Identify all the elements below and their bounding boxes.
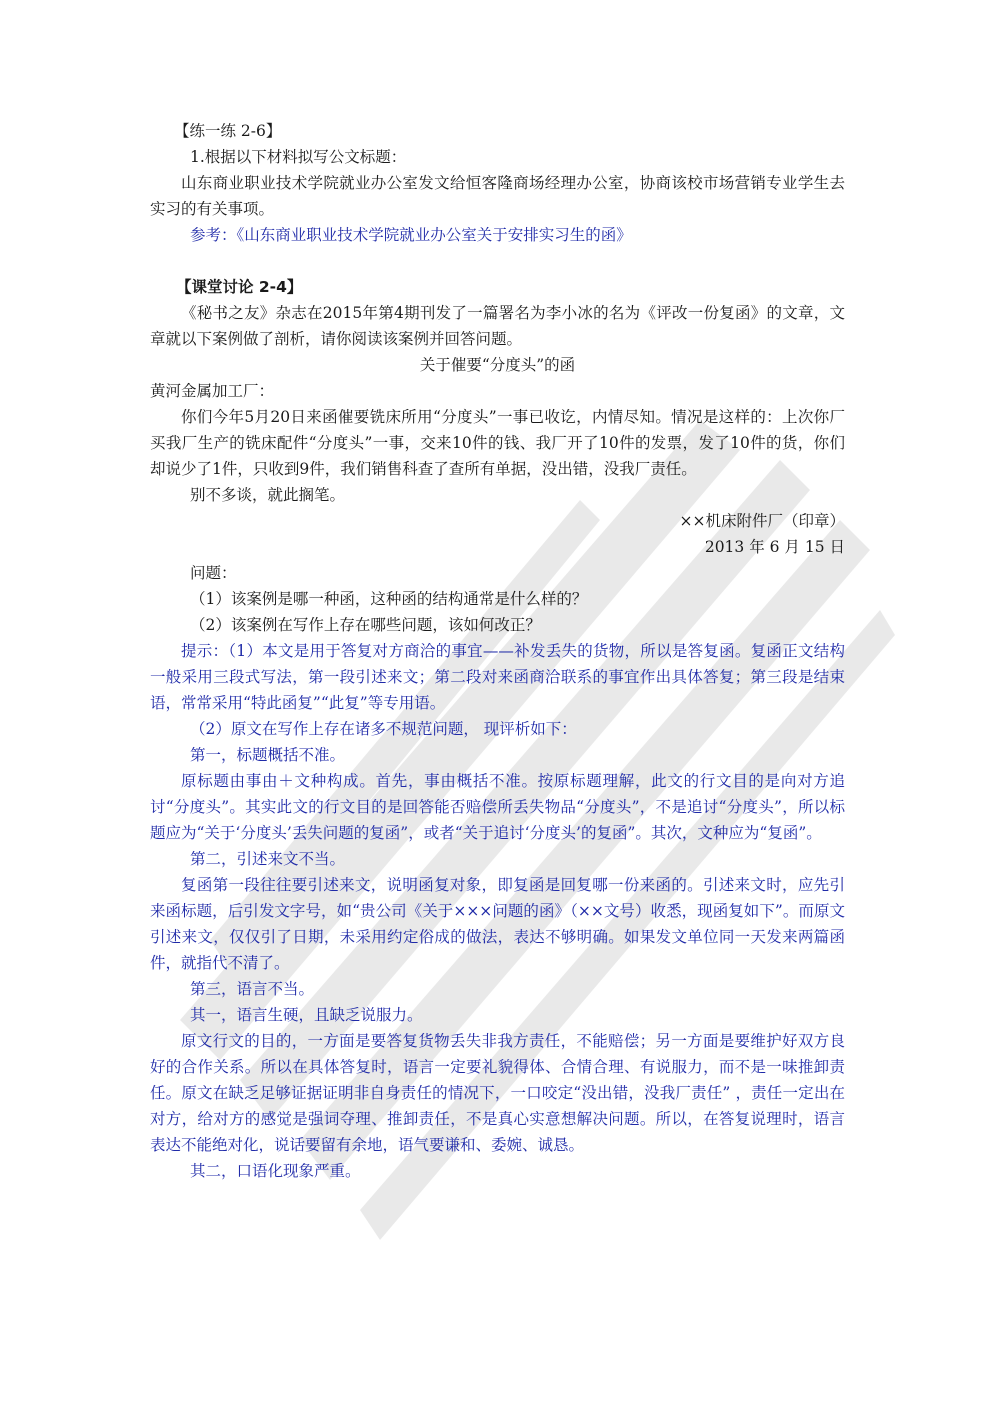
letter-recipient: 黄河金属加工厂：: [150, 382, 275, 400]
exercise-question: 1.根据以下材料拟写公文标题：: [190, 148, 407, 166]
sub-point-1-heading: 其一，语言生硬，且缺乏说服力。: [190, 1006, 423, 1024]
document-page: [150, 118, 845, 1184]
sub-point-1-text: 原文行文的目的，一方面是要答复货物丢失非我方责任，不能赔偿；另一方面是要维护好双方良好的合作关系。所以在具体答复时，语言一定要礼貌得体、合情合理、有说服力，而不是一味推卸责任。原文在缺乏足够证据证明非自身责任的情况下，一口咬定“没出错，没我厂责任” ，责任一定出在对方，给对方的感觉是强词夺理、推卸责任，不是真心实意想解决问题。所以，在答复说理时，语言表达不能绝对化，说话要留有余地，语气要谦和、委婉、诚恳。: [150, 1032, 845, 1154]
letter-body: 你们今年5月20日来函催要铣床所用“分度头”一事已收讫，内情尽知。情况是这样的：上次你厂买我厂生产的铣床配件“分度头”一事，交来10件的钱、我厂开了10件的发票，发了10件的货，你们却说少了1件，只收到9件，我们销售科查了查所有单据，没出错，没我厂责任。: [150, 408, 845, 478]
point-3-heading: 第三，语言不当。: [190, 980, 315, 998]
point-1-heading: 第一，标题概括不准。: [190, 746, 346, 764]
point-1-text: 原标题由事由＋文种构成。首先，事由概括不准。按原标题理解，此文的行文目的是向对方追讨“分度头”。其实此文的行文目的是回答能否赔偿所丢失物品“分度头”，不是追讨“分度头”，所以标题应为“关于‘分度头’丢失问题的复函”，或者“关于追讨‘分度头’的复函”。其次，文种应为“复函”。: [150, 772, 845, 842]
question-1: （1）该案例是哪一种函，这种函的结构通常是什么样的？: [190, 590, 588, 608]
discussion-intro: 《秘书之友》杂志在2015年第4期刊发了一篇署名为李小冰的名为《评改一份复函》的文章，文章就以下案例做了剖析，请你阅读该案例并回答问题。: [150, 304, 845, 348]
question-2: （2）该案例在写作上存在哪些问题，该如何改正？: [190, 616, 541, 634]
point-2-heading: 第二，引述来文不当。: [190, 850, 346, 868]
sub-point-2-heading: 其二，口语化现象严重。: [190, 1162, 361, 1180]
point-2-text: 复函第一段往往要引述来文，说明函复对象，即复函是回复哪一份来函的。引述来文时，应先引来函标题，后引发文字号，如“贵公司《关于×××问题的函》（××文号）收悉，现函复如下”。而原文引述来文，仅仅引了日期，未采用约定俗成的做法，表达不够明确。如果发文单位同一天发来两篇函件，就指代不清了。: [150, 876, 845, 972]
letter-date: 2013 年 6 月 15 日: [704, 538, 845, 556]
exercise-heading: 【练一练 2-6】: [174, 122, 282, 140]
questions-label: 问题：: [190, 564, 237, 582]
hint-2: （2）原文在写作上存在诸多不规范问题， 现评析如下：: [190, 720, 577, 738]
discussion-heading: 【课堂讨论 2-4】: [176, 278, 303, 296]
letter-title: 关于催要“分度头”的函: [419, 356, 576, 374]
letter-closing: 别不多谈，就此搁笔。: [190, 486, 346, 504]
hint-1: 提示：（1）本文是用于答复对方商洽的事宜——补发丢失的货物，所以是答复函。复函正文结构一般采用三段式写法，第一段引述来文；第二段对来函商洽联系的事宜作出具体答复；第三段是结束语，常常采用“特此函复”“此复”等专用语。: [150, 642, 845, 712]
letter-signature: ××机床附件厂（印章）: [679, 512, 845, 530]
exercise-material: 山东商业职业技术学院就业办公室发文给恒客隆商场经理办公室，协商该校市场营销专业学生去实习的有关事项。: [150, 174, 845, 218]
exercise-reference: 参考：《山东商业职业技术学院就业办公室关于安排实习生的函》: [190, 226, 632, 244]
